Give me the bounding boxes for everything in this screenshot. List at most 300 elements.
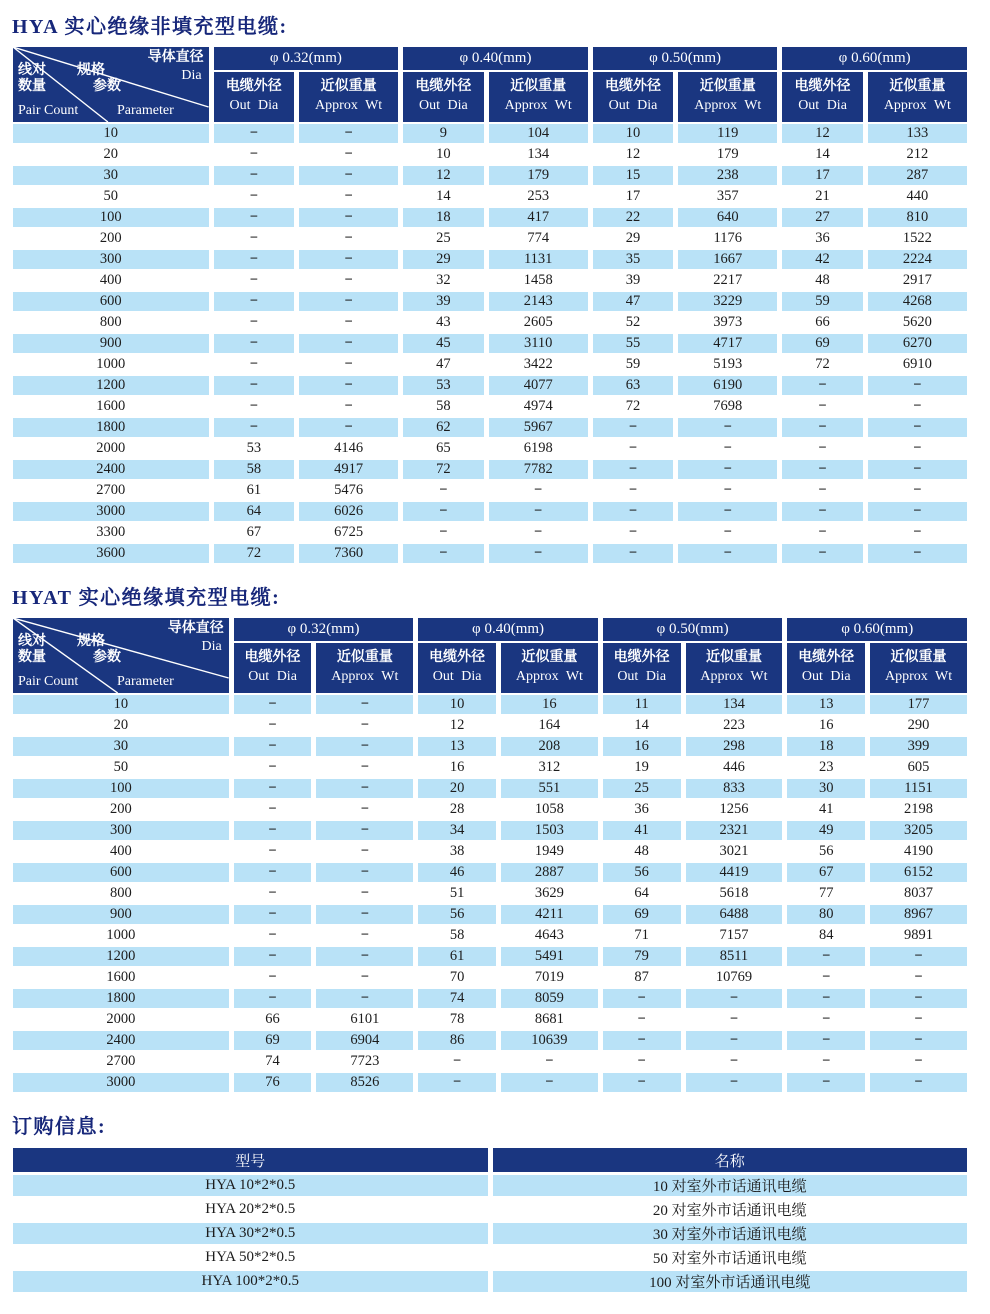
corner-spec-label-cn2: 参数 bbox=[93, 650, 121, 665]
value-cell: 4419 bbox=[686, 863, 783, 882]
table-row bbox=[13, 1073, 967, 1092]
value-cell: 69 bbox=[234, 1031, 312, 1050]
value-cell: 76 bbox=[234, 1073, 312, 1092]
order-row bbox=[13, 1247, 967, 1268]
value-cell: 1949 bbox=[534, 843, 564, 859]
value-cell: 399 bbox=[870, 737, 967, 756]
approx-wt-header: 近似重量 Approx Wt bbox=[489, 72, 588, 122]
name-cell: 100 对室外市话通讯电缆 bbox=[493, 1271, 968, 1292]
approx-wt-header: 近似重量 Approx Wt bbox=[686, 643, 783, 693]
value-cell: − bbox=[501, 1073, 598, 1092]
table-row bbox=[13, 544, 967, 563]
value-cell: − bbox=[914, 1011, 923, 1027]
pair-count-cell: 400 bbox=[109, 843, 132, 859]
value-cell: 52 bbox=[625, 314, 641, 330]
value-cell: − bbox=[214, 166, 294, 185]
pair-count-cell: 2000 bbox=[106, 1011, 136, 1027]
value-cell: 3629 bbox=[534, 885, 564, 901]
value-cell: 1522 bbox=[902, 230, 932, 246]
value-cell: 8526 bbox=[316, 1073, 413, 1092]
value-cell: − bbox=[316, 737, 413, 756]
value-cell: 29 bbox=[403, 250, 483, 269]
value-cell: 25 bbox=[436, 230, 451, 246]
table-row bbox=[13, 355, 967, 374]
value-cell: 36 bbox=[815, 230, 830, 246]
value-cell: 36 bbox=[634, 801, 649, 817]
value-cell: − bbox=[603, 1073, 681, 1092]
value-cell: − bbox=[534, 524, 543, 540]
value-cell: 3205 bbox=[870, 821, 967, 840]
pair-count-cell: 900 bbox=[13, 334, 209, 353]
value-cell: 56 bbox=[603, 863, 681, 882]
value-cell: − bbox=[299, 292, 398, 311]
value-cell: 5476 bbox=[334, 482, 364, 498]
value-cell: − bbox=[360, 885, 369, 901]
value-cell: 58 bbox=[449, 927, 465, 943]
pair-count-cell: 20 bbox=[113, 717, 129, 733]
value-cell: − bbox=[214, 376, 294, 395]
out-dia-header: 电缆外径 Out Dia bbox=[593, 72, 673, 122]
value-cell: 28 bbox=[449, 801, 465, 817]
pair-count-cell: 2400 bbox=[13, 460, 209, 479]
value-cell: 1458 bbox=[523, 272, 553, 288]
value-cell: − bbox=[593, 502, 673, 521]
value-cell: − bbox=[818, 524, 827, 540]
value-cell: − bbox=[603, 989, 681, 1008]
table-row bbox=[13, 292, 967, 311]
value-cell: 2217 bbox=[713, 272, 743, 288]
value-cell: − bbox=[214, 292, 294, 311]
pair-count-cell: 800 bbox=[99, 314, 122, 330]
value-cell: 14 bbox=[634, 717, 649, 733]
value-cell: 287 bbox=[868, 166, 967, 185]
value-cell: 17 bbox=[782, 166, 862, 185]
value-cell: − bbox=[268, 843, 277, 859]
value-cell: 53 bbox=[246, 440, 262, 456]
order-row bbox=[13, 1271, 967, 1292]
table-row bbox=[13, 968, 967, 987]
value-cell: 69 bbox=[782, 334, 862, 353]
value-cell: 42 bbox=[782, 250, 862, 269]
value-cell: − bbox=[914, 969, 923, 985]
value-cell: 134 bbox=[527, 146, 550, 162]
corner-header-cell bbox=[13, 618, 229, 693]
value-cell: 64 bbox=[634, 885, 649, 901]
corner-spec-label-en: Parameter bbox=[117, 103, 174, 118]
value-cell: − bbox=[403, 502, 483, 521]
value-cell: 7157 bbox=[719, 927, 749, 943]
table-row bbox=[13, 695, 967, 714]
value-cell: 8511 bbox=[686, 947, 783, 966]
value-cell: 10 bbox=[418, 695, 496, 714]
value-cell: 179 bbox=[716, 146, 739, 162]
hya-table-body bbox=[13, 124, 967, 563]
name-column-header: 名称 bbox=[493, 1148, 968, 1172]
value-cell: − bbox=[729, 1011, 739, 1027]
value-cell: 84 bbox=[818, 927, 834, 943]
value-cell: − bbox=[868, 502, 967, 521]
value-cell: − bbox=[782, 544, 862, 563]
value-cell: − bbox=[686, 1073, 783, 1092]
value-cell: − bbox=[787, 947, 865, 966]
value-cell: 14 bbox=[436, 188, 451, 204]
value-cell: − bbox=[489, 544, 588, 563]
table-row bbox=[13, 376, 967, 395]
pair-count-cell: 300 bbox=[13, 821, 229, 840]
value-cell: − bbox=[782, 376, 862, 395]
value-cell: − bbox=[628, 440, 638, 456]
order-row bbox=[13, 1175, 967, 1196]
value-cell: − bbox=[678, 502, 777, 521]
value-cell: − bbox=[344, 314, 353, 330]
value-cell: − bbox=[403, 544, 483, 563]
value-cell: 53 bbox=[403, 376, 483, 395]
pair-count-cell: 50 bbox=[113, 759, 129, 775]
value-cell: 1667 bbox=[678, 250, 777, 269]
value-cell: − bbox=[344, 146, 353, 162]
value-cell: 1256 bbox=[719, 801, 749, 817]
value-cell: 104 bbox=[489, 124, 588, 143]
value-cell: 78 bbox=[449, 1011, 465, 1027]
value-cell: 41 bbox=[603, 821, 681, 840]
table-row bbox=[13, 737, 967, 756]
value-cell: − bbox=[489, 502, 588, 521]
value-cell: − bbox=[268, 969, 277, 985]
corner-header-cell bbox=[13, 47, 209, 122]
table-row bbox=[13, 418, 967, 437]
value-cell: 8037 bbox=[904, 885, 934, 901]
value-cell: 2198 bbox=[904, 801, 934, 817]
value-cell: − bbox=[344, 188, 353, 204]
pair-count-cell: 2000 bbox=[96, 440, 126, 456]
out-dia-header: 电缆外径 Out Dia bbox=[782, 72, 862, 122]
table-row bbox=[13, 460, 967, 479]
value-cell: 4717 bbox=[678, 334, 777, 353]
table-row bbox=[13, 208, 967, 227]
value-cell: − bbox=[360, 717, 369, 733]
out-dia-header: 电缆外径 Out Dia bbox=[418, 643, 496, 693]
dia-group-header: φ 0.40(mm) bbox=[403, 47, 588, 70]
dia-group-header: φ 0.50(mm) bbox=[593, 47, 778, 70]
value-cell: 2143 bbox=[489, 292, 588, 311]
hyat-spec-table bbox=[8, 616, 972, 1094]
value-cell: − bbox=[818, 398, 827, 414]
value-cell: 12 bbox=[625, 146, 641, 162]
value-cell: 6904 bbox=[316, 1031, 413, 1050]
value-cell: − bbox=[249, 272, 258, 288]
value-cell: − bbox=[913, 524, 922, 540]
corner-dia-label-en: Dia bbox=[201, 639, 222, 654]
value-cell: − bbox=[628, 524, 638, 540]
pair-count-cell: 30 bbox=[13, 166, 209, 185]
value-cell: − bbox=[534, 482, 543, 498]
pair-count-cell: 900 bbox=[13, 905, 229, 924]
value-cell: 8681 bbox=[534, 1011, 564, 1027]
value-cell: 5618 bbox=[719, 885, 749, 901]
value-cell: − bbox=[678, 418, 777, 437]
value-cell: − bbox=[268, 759, 277, 775]
corner-dia-label-en: Dia bbox=[181, 68, 202, 83]
value-cell: 4268 bbox=[868, 292, 967, 311]
value-cell: 72 bbox=[403, 460, 483, 479]
value-cell: 15 bbox=[593, 166, 673, 185]
value-cell: 38 bbox=[449, 843, 465, 859]
value-cell: 134 bbox=[686, 695, 783, 714]
pair-count-cell: 1000 bbox=[96, 356, 126, 372]
table-row bbox=[13, 250, 967, 269]
value-cell: 25 bbox=[603, 779, 681, 798]
table-row bbox=[13, 1031, 967, 1050]
table-row bbox=[13, 905, 967, 924]
value-cell: 5491 bbox=[501, 947, 598, 966]
value-cell: 4077 bbox=[489, 376, 588, 395]
value-cell: − bbox=[234, 737, 312, 756]
approx-wt-header: 近似重量 Approx Wt bbox=[299, 72, 398, 122]
value-cell: 58 bbox=[214, 460, 294, 479]
value-cell: 10769 bbox=[715, 969, 753, 985]
value-cell: − bbox=[822, 1011, 831, 1027]
value-cell: − bbox=[913, 398, 922, 414]
value-cell: 6101 bbox=[350, 1011, 380, 1027]
dia-group-header: φ 0.32(mm) bbox=[234, 618, 414, 641]
value-cell: 16 bbox=[818, 717, 834, 733]
out-dia-header: 电缆外径 Out Dia bbox=[787, 643, 865, 693]
name-cell: 50 对室外市话通讯电缆 bbox=[652, 1251, 807, 1267]
value-cell: − bbox=[593, 544, 673, 563]
value-cell: 3229 bbox=[678, 292, 777, 311]
hyat-section-title: HYAT 实心绝缘填充型电缆: bbox=[12, 587, 281, 609]
value-cell: − bbox=[914, 1053, 923, 1069]
value-cell: 4146 bbox=[334, 440, 364, 456]
value-cell: 7360 bbox=[299, 544, 398, 563]
value-cell: 67 bbox=[787, 863, 865, 882]
pair-count-cell: 30 bbox=[13, 737, 229, 756]
dia-group-header: φ 0.40(mm) bbox=[418, 618, 598, 641]
value-cell: 72 bbox=[214, 544, 294, 563]
pair-count-cell: 20 bbox=[103, 146, 119, 162]
pair-count-cell: 2400 bbox=[13, 1031, 229, 1050]
model-column-header: 型号 bbox=[13, 1148, 488, 1172]
value-cell: − bbox=[344, 398, 353, 414]
value-cell: − bbox=[234, 989, 312, 1008]
table-row bbox=[13, 397, 967, 416]
value-cell: 48 bbox=[815, 272, 830, 288]
table-row bbox=[13, 1010, 967, 1029]
value-cell: 56 bbox=[418, 905, 496, 924]
value-cell: 3021 bbox=[719, 843, 749, 859]
value-cell: 417 bbox=[489, 208, 588, 227]
value-cell: 119 bbox=[678, 124, 777, 143]
pair-count-cell: 10 bbox=[13, 124, 209, 143]
table-row bbox=[13, 800, 967, 819]
value-cell: 6270 bbox=[868, 334, 967, 353]
value-cell: 61 bbox=[418, 947, 496, 966]
value-cell: − bbox=[249, 188, 258, 204]
corner-pair-label-en: Pair Count bbox=[18, 674, 79, 689]
value-cell: 9891 bbox=[904, 927, 934, 943]
value-cell: 67 bbox=[246, 524, 262, 540]
value-cell: 16 bbox=[501, 695, 598, 714]
table-row bbox=[13, 989, 967, 1008]
value-cell: 32 bbox=[436, 272, 451, 288]
value-cell: 312 bbox=[538, 759, 561, 775]
value-cell: 39 bbox=[625, 272, 641, 288]
approx-wt-header: 近似重量 Approx Wt bbox=[316, 643, 413, 693]
value-cell: 238 bbox=[678, 166, 777, 185]
value-cell: − bbox=[868, 376, 967, 395]
value-cell: − bbox=[214, 124, 294, 143]
pair-count-cell: 2700 bbox=[106, 1053, 136, 1069]
value-cell: 6190 bbox=[678, 376, 777, 395]
value-cell: 7698 bbox=[713, 398, 743, 414]
value-cell: 774 bbox=[527, 230, 550, 246]
value-cell: 12 bbox=[403, 166, 483, 185]
value-cell: 66 bbox=[815, 314, 830, 330]
value-cell: 86 bbox=[418, 1031, 496, 1050]
pair-count-cell: 800 bbox=[109, 885, 132, 901]
value-cell: − bbox=[787, 1031, 865, 1050]
value-cell: 357 bbox=[716, 188, 739, 204]
value-cell: 46 bbox=[418, 863, 496, 882]
value-cell: − bbox=[729, 1053, 739, 1069]
value-cell: − bbox=[234, 905, 312, 924]
model-cell: HYA 20*2*0.5 bbox=[205, 1201, 296, 1217]
pair-count-cell: 3300 bbox=[96, 524, 126, 540]
model-cell: HYA 100*2*0.5 bbox=[13, 1271, 488, 1292]
value-cell: 35 bbox=[593, 250, 673, 269]
table-row bbox=[13, 502, 967, 521]
value-cell: 56 bbox=[818, 843, 834, 859]
pair-count-cell: 400 bbox=[99, 272, 122, 288]
value-cell: 10 bbox=[593, 124, 673, 143]
value-cell: 47 bbox=[436, 356, 451, 372]
dia-group-header: φ 0.32(mm) bbox=[214, 47, 399, 70]
value-cell: 5620 bbox=[902, 314, 932, 330]
value-cell: − bbox=[360, 843, 369, 859]
value-cell: 62 bbox=[403, 418, 483, 437]
value-cell: 1058 bbox=[534, 801, 564, 817]
value-cell: − bbox=[603, 1031, 681, 1050]
pair-count-cell: 200 bbox=[99, 230, 122, 246]
table-row bbox=[13, 229, 967, 248]
value-cell: − bbox=[360, 927, 369, 943]
value-cell: 6152 bbox=[870, 863, 967, 882]
table-row bbox=[13, 187, 967, 206]
pair-count-cell: 2700 bbox=[96, 482, 126, 498]
value-cell: 7019 bbox=[534, 969, 564, 985]
value-cell: − bbox=[268, 801, 277, 817]
value-cell: − bbox=[822, 969, 831, 985]
order-section-title: 订购信息: bbox=[12, 1116, 107, 1138]
value-cell: − bbox=[678, 544, 777, 563]
pair-count-cell: 600 bbox=[13, 292, 209, 311]
value-cell: 70 bbox=[449, 969, 465, 985]
approx-wt-header: 近似重量 Approx Wt bbox=[678, 72, 777, 122]
value-cell: 61 bbox=[246, 482, 262, 498]
value-cell: 833 bbox=[686, 779, 783, 798]
value-cell: 11 bbox=[603, 695, 681, 714]
order-row bbox=[13, 1223, 967, 1244]
value-cell: 45 bbox=[403, 334, 483, 353]
value-cell: 164 bbox=[538, 717, 561, 733]
value-cell: − bbox=[686, 989, 783, 1008]
table-row bbox=[13, 821, 967, 840]
table-row bbox=[13, 439, 967, 458]
order-row bbox=[13, 1199, 967, 1220]
pair-count-cell: 1800 bbox=[13, 418, 209, 437]
value-cell: 212 bbox=[906, 146, 929, 162]
value-cell: 5193 bbox=[713, 356, 743, 372]
value-cell: − bbox=[299, 418, 398, 437]
corner-pair-label-cn2: 数量 bbox=[18, 650, 46, 665]
corner-spec-label-cn2: 参数 bbox=[93, 79, 121, 94]
pair-count-cell: 3000 bbox=[13, 502, 209, 521]
value-cell: − bbox=[214, 418, 294, 437]
order-table-body bbox=[13, 1175, 967, 1292]
value-cell: 446 bbox=[723, 759, 745, 775]
value-cell: 71 bbox=[634, 927, 649, 943]
table-row bbox=[13, 926, 967, 945]
value-cell: 7782 bbox=[489, 460, 588, 479]
value-cell: 27 bbox=[782, 208, 862, 227]
value-cell: − bbox=[418, 1073, 496, 1092]
value-cell: − bbox=[782, 502, 862, 521]
value-cell: 4974 bbox=[523, 398, 553, 414]
value-cell: − bbox=[723, 440, 732, 456]
value-cell: 41 bbox=[818, 801, 834, 817]
value-cell: 39 bbox=[403, 292, 483, 311]
name-cell: 20 对室外市话通讯电缆 bbox=[652, 1203, 807, 1219]
value-cell: 7723 bbox=[350, 1053, 380, 1069]
value-cell: 5967 bbox=[489, 418, 588, 437]
value-cell: − bbox=[360, 759, 369, 775]
name-cell: 30 对室外市话通讯电缆 bbox=[493, 1223, 968, 1244]
table-row bbox=[13, 884, 967, 903]
corner-dia-label-cn: 导体直径 bbox=[167, 621, 224, 636]
corner-dia-label-cn: 导体直径 bbox=[147, 50, 204, 65]
value-cell: − bbox=[870, 1073, 967, 1092]
table-row bbox=[13, 523, 967, 542]
value-cell: 223 bbox=[723, 717, 745, 733]
hya-section-title: HYA 实心绝缘非填充型电缆: bbox=[12, 16, 288, 38]
value-cell: − bbox=[360, 801, 369, 817]
value-cell: − bbox=[299, 376, 398, 395]
value-cell: 2887 bbox=[501, 863, 598, 882]
value-cell: − bbox=[818, 482, 827, 498]
value-cell: 55 bbox=[593, 334, 673, 353]
corner-pair-label-cn2: 数量 bbox=[18, 79, 46, 94]
value-cell: − bbox=[316, 821, 413, 840]
value-cell: − bbox=[628, 482, 638, 498]
value-cell: 74 bbox=[418, 989, 496, 1008]
pair-count-cell: 1200 bbox=[13, 947, 229, 966]
value-cell: − bbox=[637, 1011, 646, 1027]
value-cell: 74 bbox=[265, 1053, 280, 1069]
value-cell: − bbox=[234, 695, 312, 714]
pair-count-cell: 600 bbox=[13, 863, 229, 882]
table-row bbox=[13, 1052, 967, 1071]
value-cell: − bbox=[870, 947, 967, 966]
corner-spec-label-cn1: 规格 bbox=[77, 634, 105, 649]
value-cell: − bbox=[818, 440, 827, 456]
corner-pair-label-cn1: 线对 bbox=[18, 634, 46, 649]
pair-count-cell: 1600 bbox=[96, 398, 126, 414]
value-cell: − bbox=[787, 989, 865, 1008]
value-cell: 6488 bbox=[686, 905, 783, 924]
value-cell: 2605 bbox=[523, 314, 553, 330]
value-cell: 79 bbox=[603, 947, 681, 966]
value-cell: − bbox=[234, 947, 312, 966]
